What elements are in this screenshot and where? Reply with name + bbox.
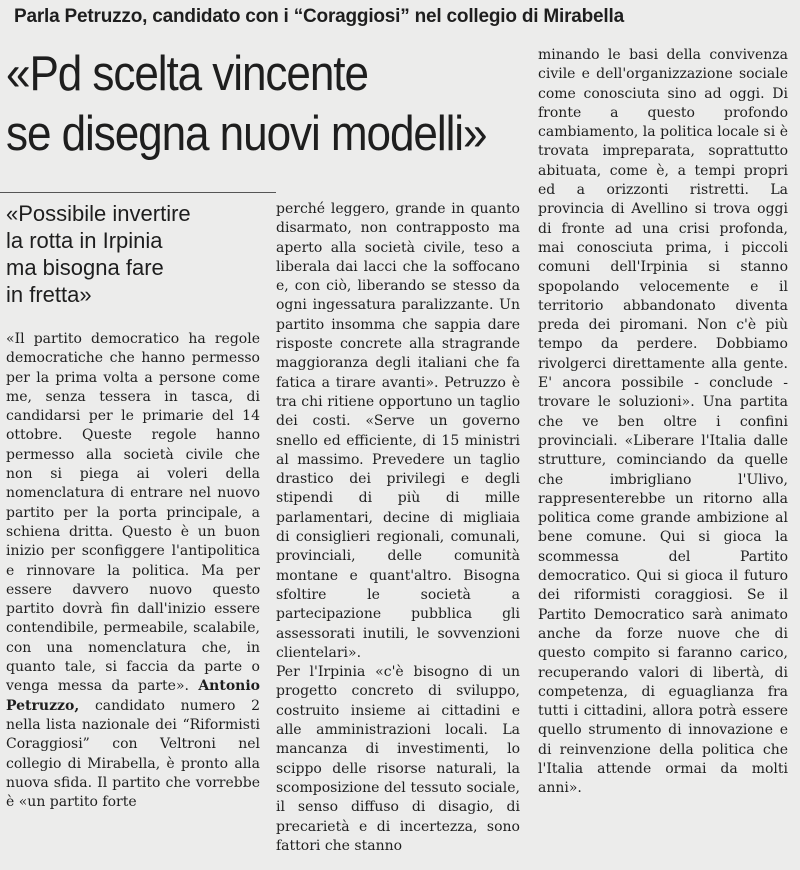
divider [0,192,276,193]
subhead-line-4: in fretta» [6,282,92,307]
column-2-paragraph-1: perché leggero, grande in quanto disarmato, non contrapposto ma aperto alla società civile, teso a liberala dai lacci che la soffocano e, con ciò, liberando se stesso da ogni ingessatura paralizzante. Un partito insomma che sappia dare risposte concrete alla stragrande maggioranza degli italiani che fa fatica a tirare avanti». Petruzzo è tra chi ritiene opportuno un taglio dei costi. «Serve un governo snello ed efficiente, di 15 ministri al massimo. Prevedere un taglio drastico dei privilegi e degli stipendi di più di mille parlamentari, decine di migliaia di consiglieri regionali, comunali, provinciali, delle comunità montane e quant'altro. Bisogna sfoltire le società a partecipazione pubblica gli assessorati inutili, le sovvenzioni clientelari». [276,201,520,661]
column-1-paragraph [6,330,260,812]
column-1-text-b: candidato numero 2 nella lista nazionale dei “Riformisti Coraggiosi” con Veltroni nel collegio di Mirabella, è pronto alla nuova sfida. Il partito che vorrebbe è «un partito forte [6,697,261,811]
subhead-line-1: «Possibile invertire [6,201,191,226]
subhead-line-3: ma bisogna fare [6,255,164,280]
column-1-text-a: «Il partito democratico ha regole democratiche che hanno permesso per la prima volta a persone come me, senza tessera in tasca, di candidarsi per le primarie del 14 ottobre. Queste regole hanno permesso alla società civile che non si piega ai voleri della nomenclatura di entrare nel nuovo partito per la porta principale, a schiena dritta. Questo è un buon inizio per sconfiggere l'antipolitica e rinnovare la politica. Ma per essere davvero nuovo questo partito dovrà fin dall'inizio essere contendibile, permeabile, scalabile, con una nomenclatura che, in quanto tale, si faccia da parte o venga messa da parte». [6,331,260,695]
headline-line-1: «Pd scelta vincente [6,47,368,101]
column-2-paragraph-2: Per l'Irpinia «c'è bisogno di un progetto concreto di sviluppo, costruito insieme ai cittadini e alle amministrazioni locali. La mancanza di investimenti, lo scippo delle risorse naturali, la scomposizione del tessuto sociale, il senso diffuso di disagio, di precarietà e di incertezza, sono fattori che stanno [276,664,520,854]
headline [6,44,499,164]
headline-line-2: se disegna nuovi modelli» [6,107,487,161]
body-column-3 [538,46,788,799]
kicker: Parla Petruzzo, candidato con i “Coraggiosi” nel collegio di Mirabella [14,6,624,27]
subheadline [6,200,268,308]
candidate-name: Antonio Petruzzo, [6,678,260,714]
column-3-paragraph: minando le basi della convivenza civile e dell'organizzazione sociale come conosciuta sino ad oggi. Di fronte a questo profondo cambiamento, la politica locale si è trovata impreparata, soprattutto abituata, come è, a tempi propri ed a orizzonti ristretti. La provincia di Avellino si trova oggi di fronte ad una crisi profonda, mai conosciuta prima, i piccoli comuni dell'Irpinia si stanno spopolando velocemente e il territorio abbandonato diventa preda dei piromani. Non c'è più tempo da perdere. Dobbiamo rivolgerci direttamente alla gente. E' ancora possibile - conclude - trovare le soluzioni». Una partita che ve ben oltre i confini provinciali. «Liberare l'Italia dalle strutture, cominciando da quelle che imbrigliano l'Ulivo, rappresenterebbe un ritorno alla politica come grande ambizione al bene comune. Qui si gioca la scommessa del Partito democratico. Qui si gioca il futuro dei riformisti coraggiosi. Se il Partito Democratico sarà animato anche da forze nuove che di questo compito si faranno carico, recuperando valori di libertà, di competenza, di eguaglianza fra tutti i cittadini, allora potrà essere quello strumento di innovazione e di reinvenzione della politica che l'Italia attende ormai da molti anni». [538,47,788,797]
body-column-2 [276,200,520,856]
subhead-line-2: la rotta in Irpinia [6,228,163,253]
body-column-1 [6,330,260,812]
